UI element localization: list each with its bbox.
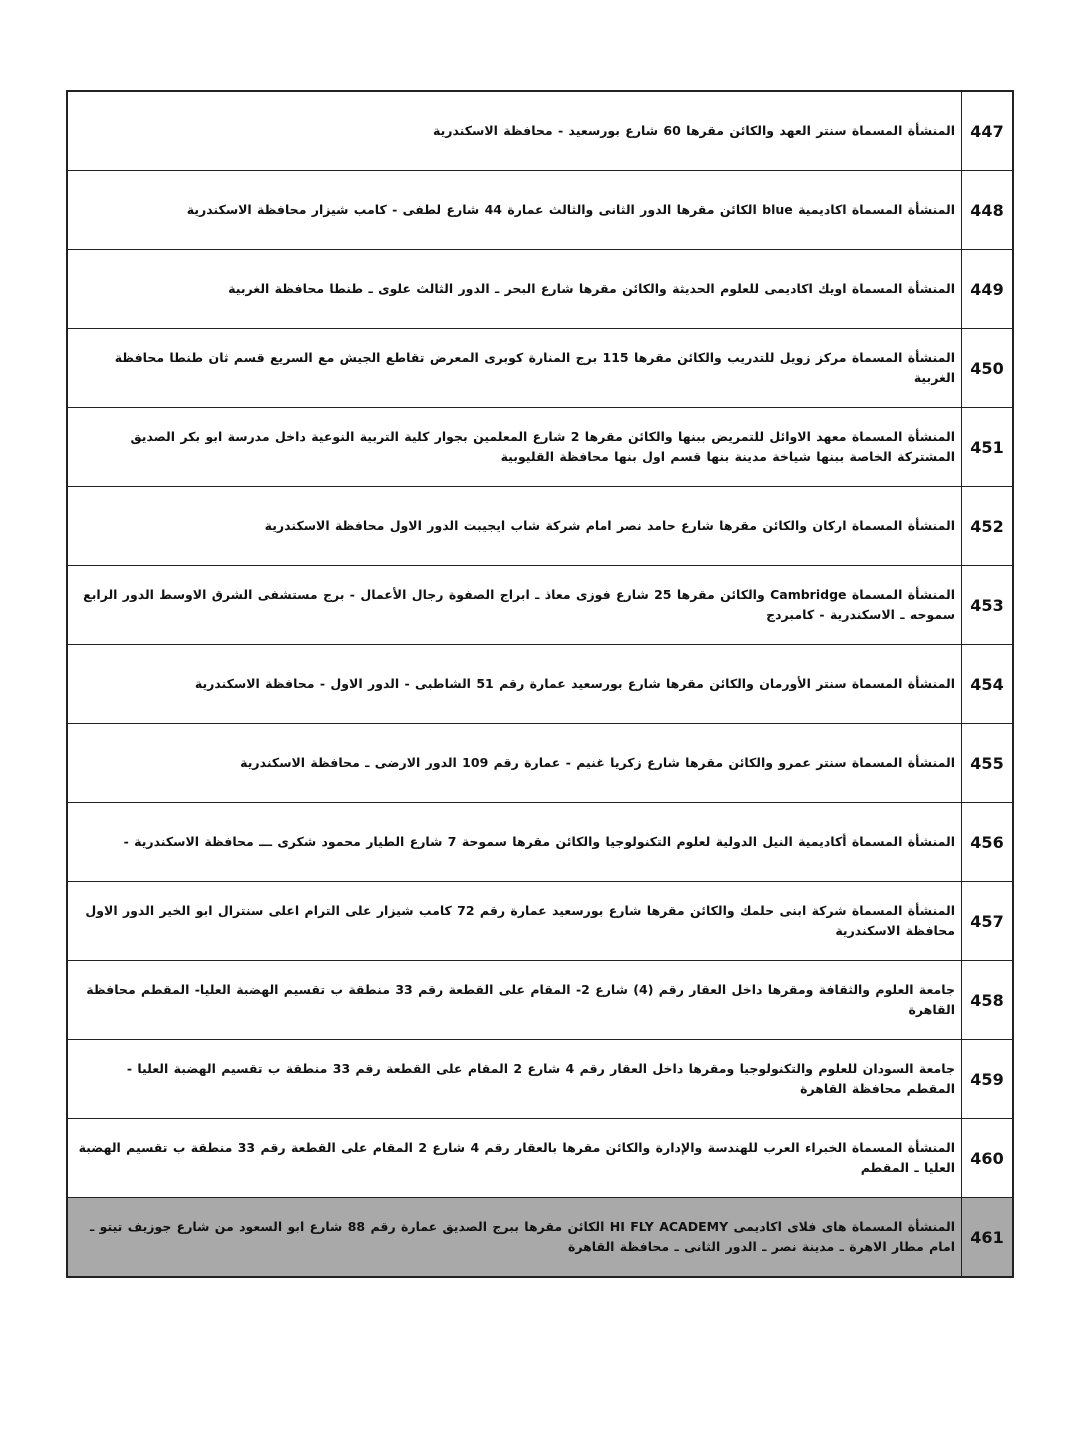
row-description: المنشأة المسماة سنتر العهد والكائن مقرها 60 شارع بورسعيد - محافظة الاسكندرية	[67, 91, 962, 171]
table-row	[67, 961, 1013, 1040]
table-row	[67, 1198, 1013, 1278]
table-row	[67, 1040, 1013, 1119]
row-number: 455	[962, 724, 1014, 803]
table-row	[67, 882, 1013, 961]
table-body	[67, 91, 1013, 1277]
row-description: المنشأة المسماة هاى فلاى اكاديمى HI FLY ACADEMY الكائن مقرها ببرج الصديق عمارة رقم 88 شارع ابو السعود من شارع جوزيف تيتو ـ امام مطار الاهرة ـ مدينة نصر ـ الدور الثانى ـ محافظة القاهرة	[67, 1198, 962, 1278]
entities-table	[66, 90, 1014, 1278]
row-description: المنشأة المسماة أكاديمية النيل الدولية لعلوم التكنولوجيا والكائن مقرها سموحة 7 شارع الطيار محمود شكرى ـــ محافظة الاسكندرية -	[67, 803, 962, 882]
row-description: المنشأة المسماة سنتر الأورمان والكائن مقرها شارع بورسعيد عمارة رقم 51 الشاطبى - الدور الاول - محافظة الاسكندرية	[67, 645, 962, 724]
table-row	[67, 487, 1013, 566]
row-description: جامعة العلوم والثقافة ومقرها داخل العقار رقم (4) شارع 2- المقام على القطعة رقم 33 منطقة ب تقسيم الهضبة العليا- المقطم محافظة القاهرة	[67, 961, 962, 1040]
table-row	[67, 408, 1013, 487]
row-number: 451	[962, 408, 1014, 487]
row-description: المنشأة المسماة مركز زويل للتدريب والكائن مقرها 115 برج المنارة كوبرى المعرض تقاطع الجيش مع السريع قسم ثان طنطا محافظة الغربية	[67, 329, 962, 408]
row-number: 459	[962, 1040, 1014, 1119]
row-number: 450	[962, 329, 1014, 408]
row-number: 453	[962, 566, 1014, 645]
row-description: المنشأة المسماة اركان والكائن مقرها شارع حامد نصر امام شركة شاب ايجيبت الدور الاول محافظة الاسكندرية	[67, 487, 962, 566]
row-description: المنشأة المسماة شركة ابنى حلمك والكائن مقرها شارع بورسعيد عمارة رقم 72 كامب شيزار على الترام اعلى سنترال ابو الخير الدور الاول محافظة الاسكندرية	[67, 882, 962, 961]
row-description: المنشأة المسماة سنتر عمرو والكائن مقرها شارع زكريا غنيم - عمارة رقم 109 الدور الارضى ـ محافظة الاسكندرية	[67, 724, 962, 803]
table-row	[67, 1119, 1013, 1198]
row-number: 456	[962, 803, 1014, 882]
table-row	[67, 803, 1013, 882]
row-description: المنشأة المسماة الخبراء العرب للهندسة والإدارة والكائن مقرها بالعقار رقم 4 شارع 2 المقام على القطعة رقم 33 منطقة ب تقسيم الهضبة العليا ـ المقطم	[67, 1119, 962, 1198]
table-row	[67, 171, 1013, 250]
row-description: المنشأة المسماة معهد الاوائل للتمريض ببنها والكائن مقرها 2 شارع المعلمين بجوار كلية التربية النوعية داخل مدرسة ابو بكر الصديق المشتركة الخاصة ببنها شياخة مدينة بنها قسم اول بنها محافظة القليوبية	[67, 408, 962, 487]
table-row	[67, 329, 1013, 408]
row-description: جامعة السودان للعلوم والتكنولوجيا ومقرها داخل العقار رقم 4 شارع 2 المقام على القطعة رقم 33 منطقة ب تقسيم الهضبة العليا - المقطم محافظة القاهرة	[67, 1040, 962, 1119]
row-description: المنشأة المسماة اويك اكاديمى للعلوم الحديثة والكائن مقرها شارع البحر ـ الدور الثالث علوى ـ طنطا محافظة الغربية	[67, 250, 962, 329]
row-description: المنشأة المسماة Cambridge والكائن مقرها 25 شارع فوزى معاذ ـ ابراج الصفوة رجال الأعمال - برج مستشفى الشرق الاوسط الدور الرابع سموحه ـ الاسكندرية - كامبردج	[67, 566, 962, 645]
row-number: 452	[962, 487, 1014, 566]
table-row	[67, 91, 1013, 171]
row-number: 454	[962, 645, 1014, 724]
row-number: 449	[962, 250, 1014, 329]
row-number: 461	[962, 1198, 1014, 1278]
row-number: 448	[962, 171, 1014, 250]
table-row	[67, 724, 1013, 803]
row-number: 458	[962, 961, 1014, 1040]
row-number: 460	[962, 1119, 1014, 1198]
table-row	[67, 645, 1013, 724]
row-number: 457	[962, 882, 1014, 961]
table-row	[67, 566, 1013, 645]
table-row	[67, 250, 1013, 329]
row-number: 447	[962, 91, 1014, 171]
row-description: المنشأة المسماة اكاديمية blue الكائن مقرها الدور الثانى والثالث عمارة 44 شارع لطفى - كامب شيزار محافظة الاسكندرية	[67, 171, 962, 250]
